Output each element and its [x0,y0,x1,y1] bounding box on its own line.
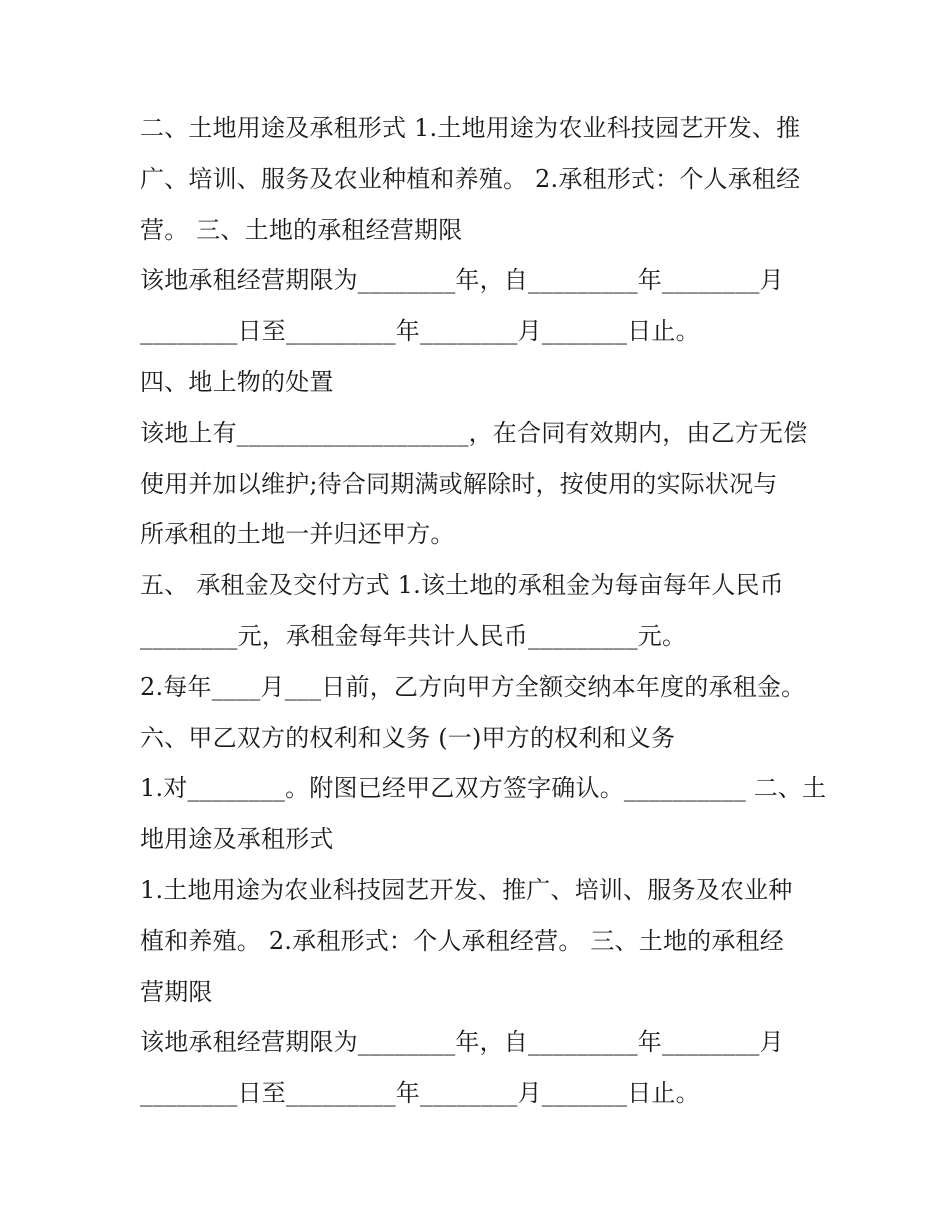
section-heading: 四、地上物的处置 [140,367,334,396]
text-line: 1.对________。附图已经甲乙双方签字确认。__________ 二、土 [140,774,827,803]
text-line: 营。 三、土地的承租经营期限 [140,215,463,244]
text-line: 营期限 [140,977,213,1006]
text-line: 二、土地用途及承租形式 1.土地用途为农业科技园艺开发、推 [140,114,801,142]
text-line: 该地承租经营期限为________年，自_________年________月 [140,1028,784,1057]
text-line: 使用并加以维护;待合同期满或解除时，按使用的实际状况与 [140,469,778,498]
document-body [140,103,827,1119]
text-line: ________日至_________年________月_______日止。 [140,1079,700,1108]
text-line: 该地承租经营期限为________年，自_________年________月 [140,266,784,295]
text-line: 1.土地用途为农业科技园艺开发、推广、培训、服务及农业种 [140,875,793,904]
text-line: 所承租的土地一并归还甲方。 [140,520,455,549]
text-line: 植和养殖。 2.承租形式：个人承租经营。 三、土地的承租经 [140,926,784,955]
text-line: ________日至_________年________月_______日止。 [140,317,700,346]
text-line: 地用途及承租形式 [140,825,334,854]
section-heading: 六、甲乙双方的权利和义务 (一)甲方的权利和义务 [140,723,676,752]
text-line: ________元，承租金每年共计人民币_________元。 [140,621,687,650]
text-line: 五、 承租金及交付方式 1.该土地的承租金为每亩每年人民币 [140,571,784,600]
text-line: 广、培训、服务及农业种植和养殖。 2.承租形式：个人承租经 [140,164,801,193]
text-line: 该地上有___________________，在合同有效期内，由乙方无偿 [140,418,808,447]
text-line: 2.每年____月___日前，乙方向甲方全额交纳本年度的承租金。 [140,672,806,701]
